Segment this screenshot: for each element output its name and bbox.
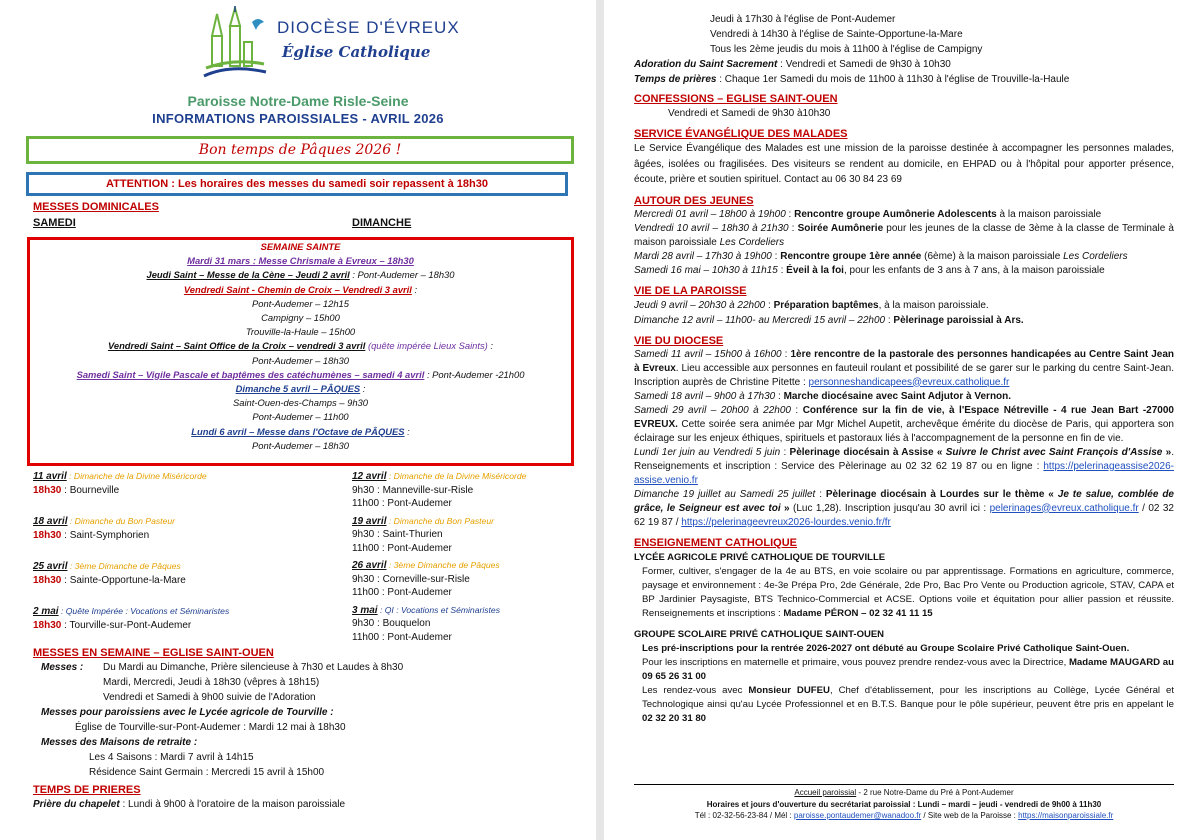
easter-banner: Bon temps de Pâques 2026 ! [26, 136, 574, 164]
lycee-title: LYCÉE AGRICOLE PRIVÉ CATHOLIQUE DE TOURVILLE [634, 551, 886, 563]
page-left [0, 0, 596, 840]
hw-place: Pont-Audemer – 12h15 [252, 297, 349, 309]
parish-name: Paroisse Notre-Dame Risle-Seine [187, 93, 409, 109]
list-item: 3 mai : QI : Vocations et Séminaristes 9h30 : Bouquelon 11h00 : Pont-Audemer [352, 604, 501, 643]
holy-week-box [27, 237, 574, 466]
hw-chemin-croix: Vendredi Saint - Chemin de Croix – Vendredi 3 avril : [183, 283, 418, 295]
dominicales-title: MESSES DOMINICALES [33, 201, 159, 213]
diocese-logo-icon [200, 6, 270, 84]
enseignement-title: ENSEIGNEMENT CATHOLIQUE [634, 536, 797, 549]
groupe-scolaire-title: GROUPE SCOLAIRE PRIVÉ CATHOLIQUE SAINT-OUEN [634, 628, 885, 640]
hw-place: Pont-Audemer – 18h30 [252, 354, 349, 366]
parish-website-link[interactable]: https://maisonparoissiale.fr [1018, 811, 1114, 820]
saturday-column [33, 470, 273, 650]
confessions-title: CONFESSIONS – EGLISE SAINT-OUEN [634, 93, 838, 105]
list-item: 12 avril : Dimanche de la Divine Miséricorde 9h30 : Manneville-sur-Risle 11h00 : Pont-Audemer [352, 471, 527, 509]
holy-week-title: SEMAINE SAINTE [260, 241, 341, 252]
email-link[interactable]: pelerinages@evreux.catholique.fr [989, 502, 1139, 514]
hw-place: Pont-Audemer – 18h30 [252, 439, 349, 451]
list-item: 11 avril : Dimanche de la Divine Miséricorde 18h30 : Bourneville [33, 471, 207, 496]
diocese-subtitle: Église Catholique [282, 43, 431, 61]
info-title: INFORMATIONS PAROISSIALES - AVRIL 2026 [152, 111, 444, 126]
sunday-column [352, 470, 592, 644]
hw-place: Pont-Audemer – 11h00 [252, 411, 349, 423]
list-item: 26 avril : 3ème Dimanche de Pâques 9h30 : Corneville-sur-Risle 11h00 : Pont-Audemer [352, 560, 500, 598]
col-saturday: SAMEDI [33, 217, 76, 229]
list-item: 25 avril : 3ème Dimanche de Pâques 18h30 : Sainte-Opportune-la-Mare [33, 561, 186, 586]
prieres-title: TEMPS DE PRIERES [33, 784, 141, 796]
list-item: 18 avril : Dimanche du Bon Pasteur 18h30 : Saint-Symphorien [33, 516, 175, 541]
hw-place: Saint-Ouen-des-Champs – 9h30 [233, 397, 368, 409]
jeunes-title: AUTOUR DES JEUNES [634, 194, 754, 207]
vie-diocese-title: VIE DU DIOCESE [634, 334, 724, 347]
lourdes-link[interactable]: https://pelerinageevreux2026-lourdes.venio.fr/fr [681, 516, 891, 528]
diocese-name: DIOCÈSE D'ÉVREUX [277, 18, 460, 37]
hw-chrismale: Mardi 31 mars : Messe Chrismale à Evreux – 18h30 [187, 255, 414, 267]
parish-email-link[interactable]: paroisse.pontaudemer@wanadoo.fr [793, 811, 922, 820]
hw-octave: Lundi 6 avril – Messe dans l'Octave de PÂQUES : [191, 425, 410, 437]
hw-cene: Jeudi Saint – Messe de la Cène – Jeudi 2 avril : Pont-Audemer – 18h30 [146, 269, 455, 281]
vie-paroisse-title: VIE DE LA PAROISSE [634, 284, 747, 297]
page-footer: Accueil paroissial - 2 rue Notre-Dame du Pré à Pont-Audemer Horaires et jours d'ouverture du secrétariat paroissial : Lundi – mardi – jeudi - vendredi de 9h00 à 11h30 Tél : 02-32-56-23-84 / Mél : paroisse.pontaudemer@wanadoo.fr / Site web de la Paroisse : https://maisonparoissiale.fr [634, 784, 1174, 822]
hw-place: Campigny – 15h00 [261, 312, 340, 324]
hw-place: Trouville-la-Haule – 15h00 [245, 326, 356, 338]
attention-banner: ATTENTION : Les horaires des messes du samedi soir repassent à 18h30 [26, 172, 568, 196]
list-item: 19 avril : Dimanche du Bon Pasteur 9h30 : Saint-Thurien 11h00 : Pont-Audemer [352, 515, 494, 554]
malades-title: SERVICE ÉVANGÉLIQUE DES MALADES [634, 128, 848, 140]
list-item: 2 mai : Quête Impérée : Vocations et Séminaristes 18h30 : Tourville-sur-Pont-Audemer [33, 606, 230, 631]
email-link[interactable]: personneshandicapees@evreux.catholique.fr [808, 376, 1010, 388]
assise-link[interactable]: https://pelerinageassise2026-assise.venio.fr [634, 460, 1174, 486]
hw-paques: Dimanche 5 avril – PÂQUES : [235, 383, 366, 395]
page-right: Jeudi à 17h30 à l'église de Pont-Audemer Vendredi à 14h30 à l'église de Sainte-Opportune-la-Mare Tous les 2ème jeudis du mois à 11h00 à l'église de Campigny Adoration du Saint Sacrement : Vendredi et Samedi de 9h30 à 10h30 Temps de prières : Chaque 1er Samedi du mois de 11h00 à 11h30 à l'église de Trouville-la-Haule CONFESSIONS – EGLISE SAINT-OUEN Vendredi et Samedi de 9h30 à10h30 SERVICE ÉVANGÉLIQUE DES MALADES Le Service Évangélique des Malades est une mission de la paroisse destinée à accompagner les personnes malades, âgées, isolées ou fragilisées. Des visiteurs se rendent au domicile, en EHPAD ou à l'hôpital pour apporter présence, écoute, prière et soutien spirituel. Contact au 06 30 84 23 69 AUTOUR DES JEUNES Mercredi 01 avril – 18h00 à 19h00 : Rencontre groupe Aumônerie Adolescents à la maison paroissiale Vendredi 10 avril – 18h30 à 21h30 : Soirée Aumônerie pour les jeunes de la classe de 3ème à la classe de Terminale à maison paroissiale Les Cordeliers Mardi 28 avril – 17h30 à 19h00 : Rencontre groupe 1ère année (6ème) à la maison paroissiale Les Cordeliers Samedi 16 mai – 10h30 à 11h15 : Éveil à la foi, pour les enfants de 3 ans à 7 ans, à la maison paroissiale VIE DE LA PAROISSE Jeudi 9 avril – 20h30 à 22h00 : Préparation baptêmes, à la maison paroissiale. Dimanche 12 avril – 11h00- au Mercredi 15 avril – 22h00 : Pèlerinage paroissial à Ars. VIE DU DIOCESE Samedi 11 avril – 15h00 à 16h00 : 1ère rencontre de la pastorale des personnes handicapées au Centre Saint Jean à Evreux. Lieu accessible aux personnes en fauteuil roulant et possibilité de se garer sur le parking du centre Saint-Jean. Inscription auprès de Christine Pitette : personneshandicapees@evreux.catholique.fr Samedi 18 avril – 9h00 à 17h30 : Marche diocésaine avec Saint Adjutor à Vernon. Samedi 29 avril – 20h00 à 22h00 : Conférence sur la fin de vie, à l'Espace Nétreville - 4 rue Jean Bart -27000 EVREUX. Cette soirée sera animée par Mgr Michel Aupetit, archevêque émérite du diocèse de Paris, qui apportera son éclairage sur les enjeux éthiques, spirituels et pastoraux liés à l'accompagnement de la personne en fin de vie. Lundi 1er juin au Vendredi 5 juin : Pèlerinage diocésain à Assise « Suivre le Christ avec Saint François d'Assise ». Renseignements et inscription : Service des Pèlerinage au 02 32 62 19 87 ou en ligne : https://pelerinageassise2026-assise.venio.fr Dimanche 19 juillet au Samedi 25 juillet : Pèlerinage diocésain à Lourdes sur le thème « Je te salue, comblée de grâce, le Seigneur est avec toi » (Luc 1,28). Inscription jusqu'au 30 avril ici : pelerinages@evreux.catholique.fr / 02 32 62 19 87 / https://pelerinageevreux2026-lourdes.venio.fr/fr ENSEIGNEMENT CATHOLIQUE LYCÉE AGRICOLE PRIVÉ CATHOLIQUE DE TOURVILLE Former, cultiver, s'engager de la 4e au BTS, en voie scolaire ou par apprentissage. Formations en agriculture, commerce, paysage et environnement : 4e-3e Prépa Pro, 2de Générale, 2de Pro, Bac Pro Vente ou Production agricole, STAV, CAPA et BP Jardinier Paysagiste, BTS Technico-Commercial et ACSE. Options voile et équitation pour allier passion et réussite. Renseignements et inscriptions : Madame PÉRON – 02 32 41 11 15 GROUPE SCOLAIRE PRIVÉ CATHOLIQUE SAINT-OUEN Les pré-inscriptions pour la rentrée 2026-2027 ont débuté au Groupe Scolaire Privé Catholique Saint-Ouen. Pour les inscriptions en maternelle et primaire, vous pouvez prendre rendez-vous avec la Directrice, Madame MAUGARD au 09 65 26 31 00 Les rendez-vous avec Monsieur DUFEU, Chef d'établissement, pour les inscriptions au Collège, Lycée Général et Technologique ainsi qu'au Lycée Professionnel et en B.T.S. Banque pour le pôle supérieur, peuvent être pris en appelant le 02 32 20 31 80 [604, 0, 1200, 840]
hw-vigile: Samedi Saint – Vigile Pascale et baptêmes des catéchumènes – samedi 4 avril : Pont-Audemer -21h00 [76, 368, 525, 380]
col-sunday: DIMANCHE [352, 217, 412, 229]
semaine-title: MESSES EN SEMAINE – EGLISE SAINT-OUEN [33, 647, 274, 659]
hw-office-croix: Vendredi Saint – Saint Office de la Croix – vendredi 3 avril (quête impérée Lieux Saints) : [107, 340, 494, 352]
weekday-masses: MESSES EN SEMAINE – EGLISE SAINT-OUEN Messes : Du Mardi au Dimanche, Prière silencieuse à 7h30 et Laudes à 8h30 Mardi, Mercredi, Jeudi à 18h30 (vêpres à 18h15) Vendredi et Samedi à 9h00 suivie de l'Adoration Messes pour paroissiens avec le Lycée agricole de Tourville : Église de Tourville-sur-Pont-Audemer : Mardi 12 mai à 18h30 Messes des Maisons de retraite : Les 4 Saisons : Mardi 7 avril à 14h15 Résidence Saint Germain : Mercredi 15 avril à 15h00 TEMPS DE PRIERES Prière du chapelet : Lundi à 9h00 à l'oratoire de la maison paroissiale [33, 646, 573, 812]
